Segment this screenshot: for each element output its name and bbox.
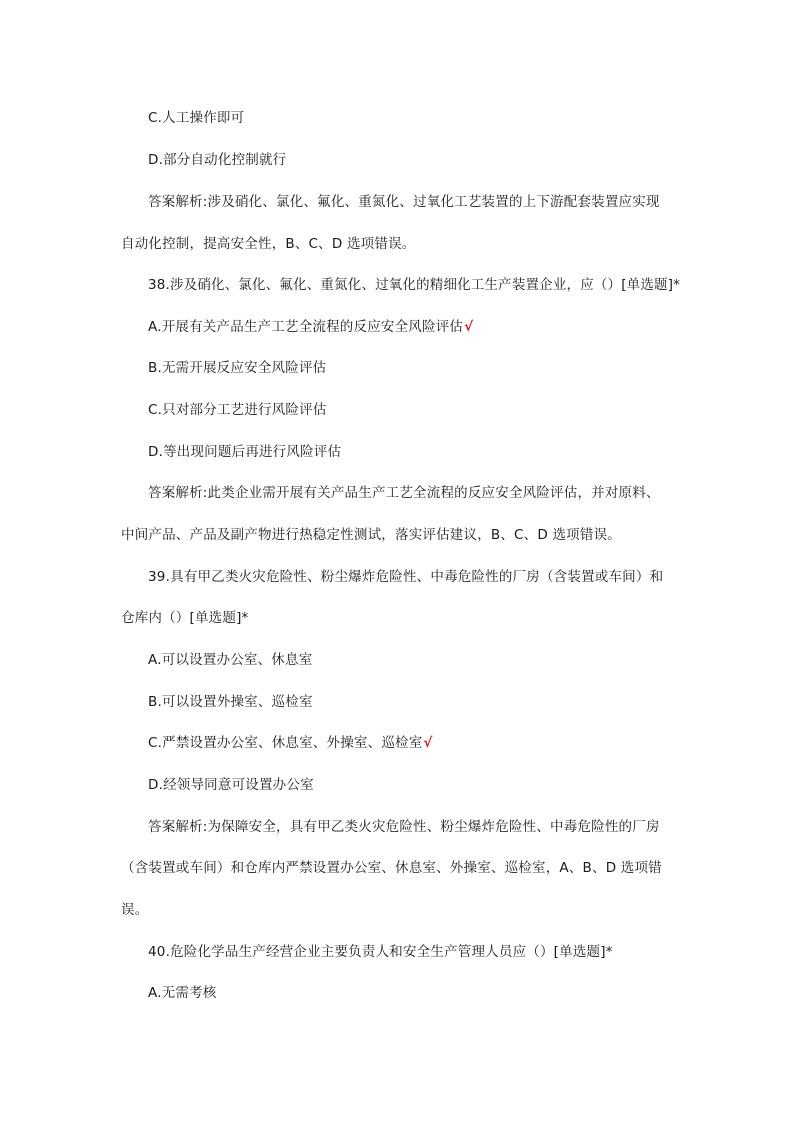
q39-option-d: D.经领导同意可设置办公室 xyxy=(148,777,314,793)
q38-option-a-text: A.开展有关产品生产工艺全流程的反应安全风险评估 xyxy=(148,319,464,335)
q38-analysis-line-2: 中间产品、产品及副产物进行热稳定性测试，落实评估建议，B、C、D 选项错误。 xyxy=(121,527,621,543)
q37-analysis-line-1: 答案解析:涉及硝化、氯化、氟化、重氮化、过氧化工艺装置的上下游配套装置应实现 xyxy=(148,194,660,210)
q39-option-c xyxy=(148,733,433,753)
q39-analysis-line-1: 答案解析:为保障安全，具有甲乙类火灾危险性、粉尘爆炸危险性、中毒危险性的厂房 xyxy=(148,819,660,835)
q38-option-a xyxy=(148,317,473,337)
q40-option-a: A.无需考核 xyxy=(148,985,217,1001)
q38-analysis-line-1: 答案解析:此类企业需开展有关产品生产工艺全流程的反应安全风险评估，并对原料、 xyxy=(148,485,660,501)
q37-option-d: D.部分自动化控制就行 xyxy=(148,152,287,168)
q40-question: 40.危险化学品生产经营企业主要负责人和安全生产管理人员应（）[单选题]* xyxy=(148,944,613,960)
q39-option-c-text: C.严禁设置办公室、休息室、外操室、巡检室 xyxy=(148,735,423,751)
q38-option-c: C.只对部分工艺进行风险评估 xyxy=(148,402,327,418)
correct-check-icon: √ xyxy=(464,319,474,335)
correct-check-icon: √ xyxy=(423,735,433,751)
q39-analysis-line-3: 误。 xyxy=(121,902,149,918)
q39-question-line-1: 39.具有甲乙类火灾危险性、粉尘爆炸危险性、中毒危险性的厂房（含装置或车间）和 xyxy=(148,569,664,585)
q37-analysis-line-2: 自动化控制，提高安全性，B、C、D 选项错误。 xyxy=(121,236,416,252)
q38-option-d: D.等出现问题后再进行风险评估 xyxy=(148,444,342,460)
q38-option-b: B.无需开展反应安全风险评估 xyxy=(148,360,327,376)
q37-option-c: C.人工操作即可 xyxy=(148,110,245,126)
q38-question: 38.涉及硝化、氯化、氟化、重氮化、过氧化的精细化工生产装置企业，应（）[单选题]* xyxy=(148,277,681,293)
q39-analysis-line-2: （含装置或车间）和仓库内严禁设置办公室、休息室、外操室、巡检室，A、B、D 选项错 xyxy=(121,860,662,876)
q39-question-line-2: 仓库内（）[单选题]* xyxy=(121,610,249,626)
q39-option-b: B.可以设置外操室、巡检室 xyxy=(148,694,313,710)
q39-option-a: A.可以设置办公室、休息室 xyxy=(148,652,313,668)
